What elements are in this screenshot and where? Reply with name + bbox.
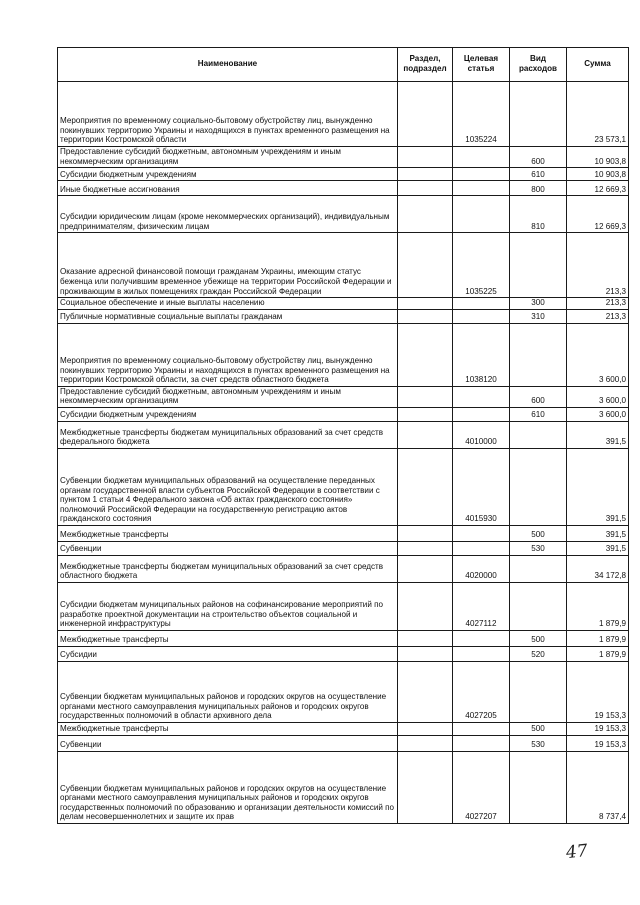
cell-name: Межбюджетные трансферты xyxy=(58,722,398,735)
cell-expense-type: 600 xyxy=(510,147,567,168)
cell-target xyxy=(453,181,510,196)
table-header xyxy=(58,48,629,82)
cell-name: Оказание адресной финансовой помощи гражданам Украины, имеющим статус беженца или получившим временное убежище на территории Российской Федерации и проживающим в жилых помещениях граждан Российской Федерации xyxy=(58,233,398,298)
cell-expense-type xyxy=(510,448,567,525)
table-row xyxy=(58,196,629,233)
cell-section xyxy=(398,541,453,555)
header-name: Наименование xyxy=(58,48,398,82)
cell-name: Межбюджетные трансферты xyxy=(58,525,398,541)
cell-expense-type: 310 xyxy=(510,309,567,323)
cell-amount: 391,5 xyxy=(567,525,629,541)
cell-target: 4027205 xyxy=(453,661,510,722)
cell-expense-type: 520 xyxy=(510,646,567,661)
cell-section xyxy=(398,309,453,323)
cell-section xyxy=(398,147,453,168)
cell-name: Субвенции бюджетам муниципальных районов и городских округов на осуществление органами местного самоуправления муниципальных районов и городских округов государственных полномочий в области архивного дела xyxy=(58,661,398,722)
cell-section xyxy=(398,630,453,646)
cell-section xyxy=(398,82,453,147)
table-row xyxy=(58,630,629,646)
header-target: Целевая статья xyxy=(453,48,510,82)
cell-expense-type: 300 xyxy=(510,298,567,310)
cell-name: Предоставление субсидий бюджетным, автономным учреждениям и иным некоммерческим организациям xyxy=(58,147,398,168)
table-row xyxy=(58,407,629,421)
cell-section xyxy=(398,735,453,751)
table-row xyxy=(58,421,629,448)
cell-target xyxy=(453,735,510,751)
cell-section xyxy=(398,582,453,630)
cell-section xyxy=(398,751,453,823)
header-section: Раздел, подраздел xyxy=(398,48,453,82)
cell-amount: 12 669,3 xyxy=(567,196,629,233)
cell-section xyxy=(398,298,453,310)
cell-name: Субвенции бюджетам муниципальных образований на осуществление переданных органам государственной власти субъектов Российской Федерации в соответствии с пунктом 1 статьи 4 Федерального закона «Об актах гражданского состояния» полномочий Российской Федерации на государственную регистрацию актов гражданского состояния xyxy=(58,448,398,525)
cell-target xyxy=(453,309,510,323)
cell-name: Мероприятия по временному социально-бытовому обустройству лиц, вынужденно покинувших территорию Украины и находящихся в пунктах временного размещения на территории Костромской области, за счет средств областного бюджета xyxy=(58,323,398,386)
cell-amount: 3 600,0 xyxy=(567,386,629,407)
cell-section xyxy=(398,661,453,722)
cell-section xyxy=(398,407,453,421)
table-row xyxy=(58,233,629,298)
cell-expense-type xyxy=(510,82,567,147)
header-row xyxy=(58,48,629,82)
table-row xyxy=(58,582,629,630)
cell-name: Субвенции xyxy=(58,735,398,751)
cell-amount: 34 172,8 xyxy=(567,555,629,582)
cell-target: 4027207 xyxy=(453,751,510,823)
cell-amount: 1 879,9 xyxy=(567,582,629,630)
cell-name: Предоставление субсидий бюджетным, автономным учреждениям и иным некоммерческим организациям xyxy=(58,386,398,407)
cell-section xyxy=(398,323,453,386)
header-amount: Сумма xyxy=(567,48,629,82)
table-body xyxy=(58,82,629,824)
table-row xyxy=(58,722,629,735)
cell-name: Субсидии бюджетным учреждениям xyxy=(58,407,398,421)
cell-target xyxy=(453,407,510,421)
table-row xyxy=(58,525,629,541)
cell-amount: 10 903,8 xyxy=(567,147,629,168)
cell-target: 1038120 xyxy=(453,323,510,386)
cell-amount: 8 737,4 xyxy=(567,751,629,823)
cell-amount: 1 879,9 xyxy=(567,630,629,646)
cell-target xyxy=(453,196,510,233)
cell-section xyxy=(398,646,453,661)
cell-target xyxy=(453,168,510,181)
header-expense-type: Вид расходов xyxy=(510,48,567,82)
cell-target xyxy=(453,147,510,168)
cell-section xyxy=(398,181,453,196)
cell-expense-type xyxy=(510,323,567,386)
table-row xyxy=(58,309,629,323)
cell-target: 4015930 xyxy=(453,448,510,525)
cell-amount: 391,5 xyxy=(567,448,629,525)
cell-expense-type: 810 xyxy=(510,196,567,233)
cell-name: Субсидии xyxy=(58,646,398,661)
handwritten-page-number: 47 xyxy=(565,840,589,864)
cell-target xyxy=(453,630,510,646)
cell-amount: 19 153,3 xyxy=(567,661,629,722)
cell-section xyxy=(398,233,453,298)
cell-section xyxy=(398,555,453,582)
cell-name: Субвенции xyxy=(58,541,398,555)
cell-target xyxy=(453,525,510,541)
cell-section xyxy=(398,722,453,735)
cell-target xyxy=(453,541,510,555)
cell-amount: 213,3 xyxy=(567,233,629,298)
cell-amount: 3 600,0 xyxy=(567,407,629,421)
cell-name: Субсидии бюджетам муниципальных районов на софинансирование мероприятий по разработке проектной документации на строительство объектов социальной и инженерной инфраструктуры xyxy=(58,582,398,630)
table-row xyxy=(58,646,629,661)
cell-expense-type: 500 xyxy=(510,630,567,646)
table-row xyxy=(58,751,629,823)
table-row xyxy=(58,555,629,582)
cell-expense-type: 500 xyxy=(510,722,567,735)
cell-target: 4020000 xyxy=(453,555,510,582)
table-row xyxy=(58,82,629,147)
cell-expense-type: 500 xyxy=(510,525,567,541)
table-row xyxy=(58,181,629,196)
cell-expense-type: 800 xyxy=(510,181,567,196)
table-row xyxy=(58,541,629,555)
cell-name: Межбюджетные трансферты xyxy=(58,630,398,646)
cell-name: Социальное обеспечение и иные выплаты населению xyxy=(58,298,398,310)
table-row xyxy=(58,168,629,181)
cell-amount: 23 573,1 xyxy=(567,82,629,147)
cell-amount: 12 669,3 xyxy=(567,181,629,196)
cell-target: 4010000 xyxy=(453,421,510,448)
document-sheet xyxy=(57,47,626,824)
table-row xyxy=(58,323,629,386)
cell-expense-type xyxy=(510,751,567,823)
cell-name: Межбюджетные трансферты бюджетам муниципальных образований за счет средств областного бюджета xyxy=(58,555,398,582)
table-row xyxy=(58,386,629,407)
cell-name: Межбюджетные трансферты бюджетам муниципальных образований за счет средств федерального бюджета xyxy=(58,421,398,448)
cell-expense-type xyxy=(510,233,567,298)
cell-target xyxy=(453,298,510,310)
cell-section xyxy=(398,448,453,525)
cell-expense-type xyxy=(510,421,567,448)
cell-amount: 19 153,3 xyxy=(567,722,629,735)
cell-section xyxy=(398,168,453,181)
cell-amount: 1 879,9 xyxy=(567,646,629,661)
cell-section xyxy=(398,525,453,541)
cell-amount: 213,3 xyxy=(567,298,629,310)
cell-name: Субсидии бюджетным учреждениям xyxy=(58,168,398,181)
table-row xyxy=(58,448,629,525)
cell-expense-type: 600 xyxy=(510,386,567,407)
cell-expense-type: 530 xyxy=(510,735,567,751)
cell-expense-type: 610 xyxy=(510,168,567,181)
cell-target xyxy=(453,646,510,661)
cell-target: 1035224 xyxy=(453,82,510,147)
cell-section xyxy=(398,386,453,407)
cell-name: Мероприятия по временному социально-бытовому обустройству лиц, вынужденно покинувших территорию Украины и находящихся в пунктах временного размещения на территории Костромской области xyxy=(58,82,398,147)
cell-name: Публичные нормативные социальные выплаты гражданам xyxy=(58,309,398,323)
cell-target: 1035225 xyxy=(453,233,510,298)
table-row xyxy=(58,147,629,168)
budget-table xyxy=(57,47,629,824)
cell-amount: 19 153,3 xyxy=(567,735,629,751)
cell-name: Субсидии юридическим лицам (кроме некоммерческих организаций), индивидуальным предпринимателям, физическим лицам xyxy=(58,196,398,233)
cell-name: Субвенции бюджетам муниципальных районов и городских округов на осуществление органами местного самоуправления муниципальных районов и городских округов государственных полномочий по образованию и организации деятельности комиссий по делам несовершеннолетних и защите их прав xyxy=(58,751,398,823)
cell-amount: 391,5 xyxy=(567,421,629,448)
cell-target xyxy=(453,386,510,407)
cell-expense-type: 530 xyxy=(510,541,567,555)
cell-target xyxy=(453,722,510,735)
table-row xyxy=(58,661,629,722)
cell-amount: 213,3 xyxy=(567,309,629,323)
cell-section xyxy=(398,196,453,233)
cell-amount: 391,5 xyxy=(567,541,629,555)
cell-amount: 3 600,0 xyxy=(567,323,629,386)
cell-amount: 10 903,8 xyxy=(567,168,629,181)
table-row xyxy=(58,298,629,310)
cell-target: 4027112 xyxy=(453,582,510,630)
cell-section xyxy=(398,421,453,448)
cell-name: Иные бюджетные ассигнования xyxy=(58,181,398,196)
cell-expense-type xyxy=(510,582,567,630)
cell-expense-type: 610 xyxy=(510,407,567,421)
table-row xyxy=(58,735,629,751)
cell-expense-type xyxy=(510,555,567,582)
cell-expense-type xyxy=(510,661,567,722)
